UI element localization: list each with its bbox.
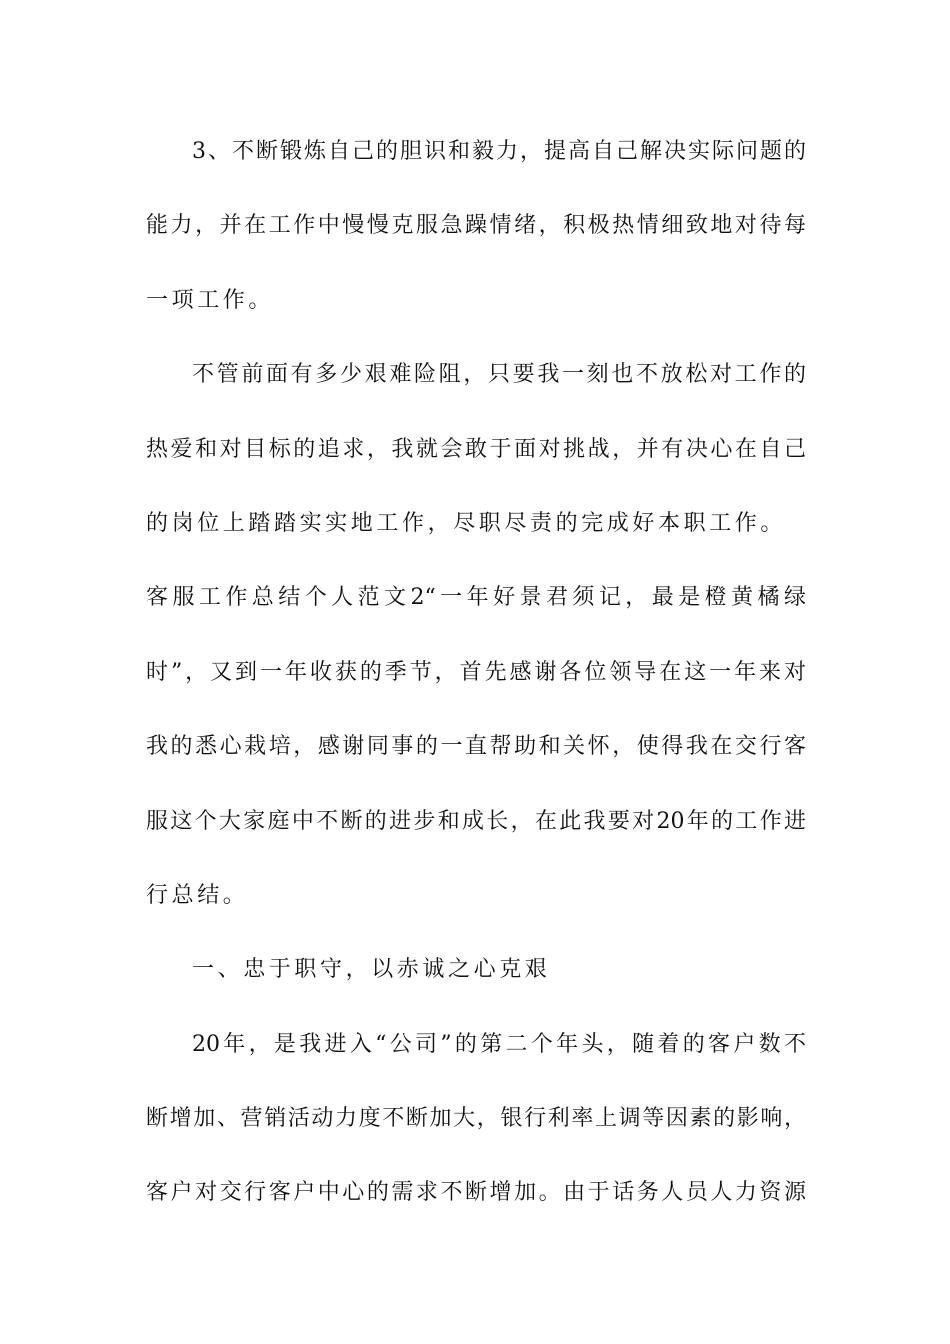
paragraph-line: 行总结。 bbox=[146, 882, 249, 908]
paragraph-line: 热爱和对目标的追求，我就会敢于面对挑战，并有决心在自己 bbox=[146, 436, 806, 462]
paragraph-line: 不管前面有多少艰难险阻，只要我一刻也不放松对工作的 bbox=[192, 362, 806, 388]
section-heading-line: 客服工作总结个人范文2“一年好景君须记，最是橙黄橘绿 bbox=[146, 585, 806, 611]
paragraph-line: 的岗位上踏踏实实地工作，尽职尽责的完成好本职工作。 bbox=[146, 510, 787, 536]
subheading-line: 一、忠于职守，以赤诚之心克艰 bbox=[192, 957, 551, 983]
paragraph-line: 断增加、营销活动力度不断加大，银行利率上调等因素的影响， bbox=[146, 1106, 806, 1132]
paragraph-line: 客户对交行客户中心的需求不断增加。由于话务人员人力资源 bbox=[146, 1180, 806, 1206]
paragraph-line: 能力，并在工作中慢慢克服急躁情绪，积极热情细致地对待每 bbox=[146, 213, 806, 239]
paragraph-line: 时”，又到一年收获的季节，首先感谢各位领导在这一年来对 bbox=[146, 659, 806, 685]
paragraph-line: 我的悉心栽培，感谢同事的一直帮助和关怀，使得我在交行客 bbox=[146, 734, 806, 760]
paragraph-line: 一项工作。 bbox=[146, 287, 275, 313]
document-body bbox=[146, 132, 806, 1248]
paragraph-line: 3、不断锻炼自己的胆识和毅力，提高自己解决实际问题的 bbox=[192, 139, 806, 164]
paragraph-line: 服这个大家庭中不断的进步和成长，在此我要对20年的工作进 bbox=[146, 808, 806, 834]
paragraph-line: 20年，是我进入“公司”的第二个年头，随着的客户数不 bbox=[192, 1031, 806, 1057]
